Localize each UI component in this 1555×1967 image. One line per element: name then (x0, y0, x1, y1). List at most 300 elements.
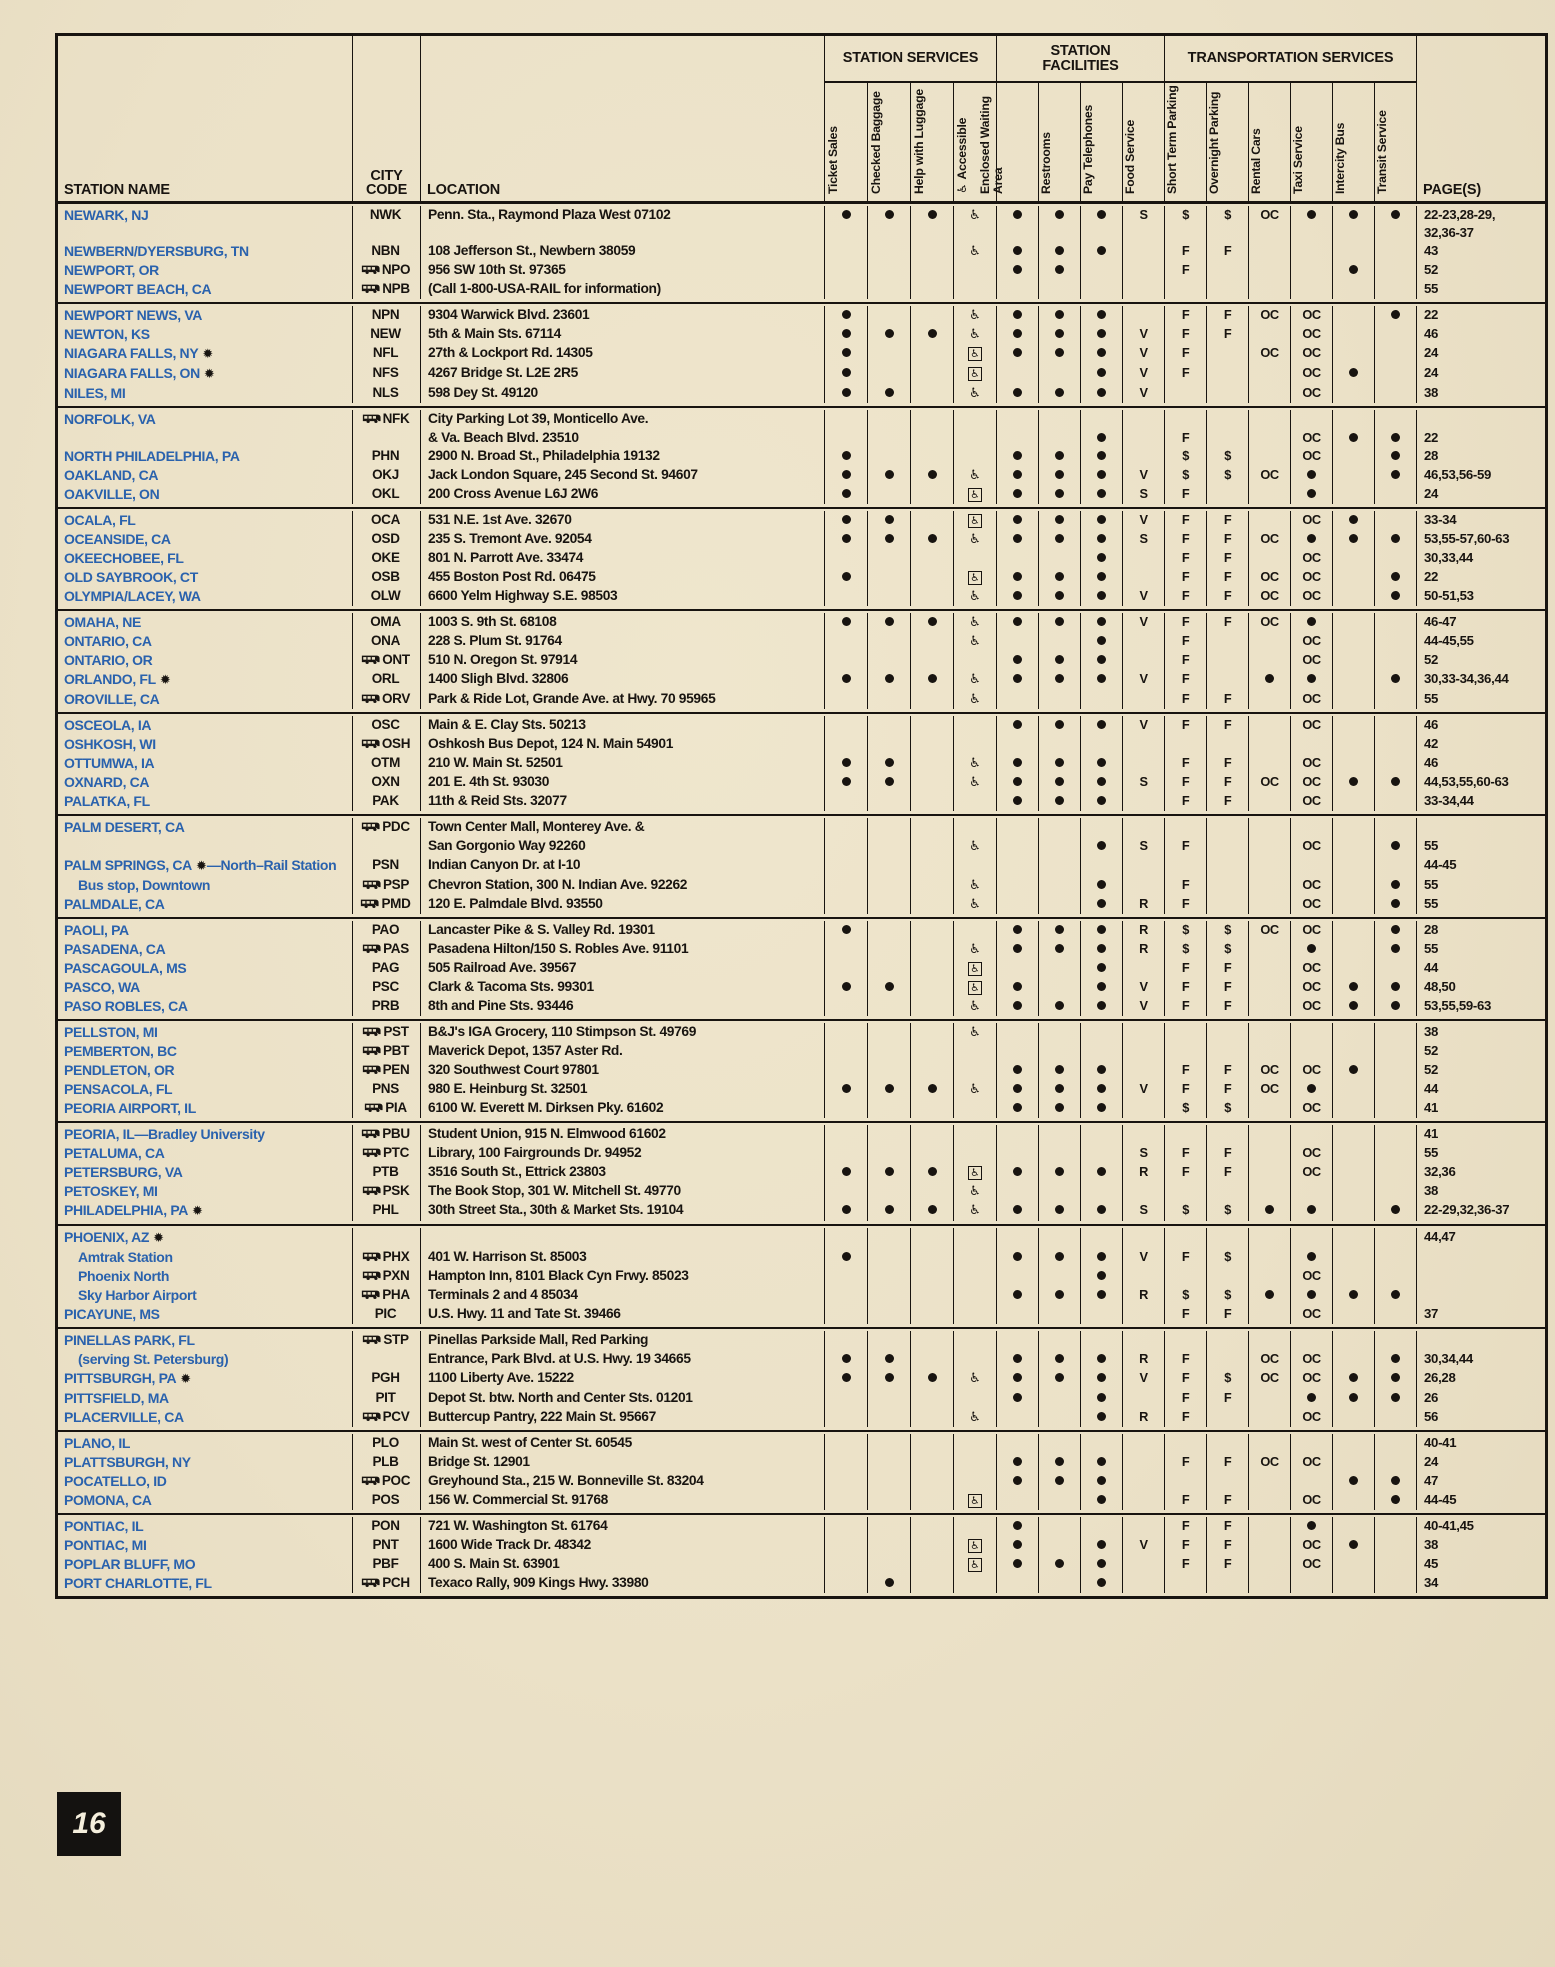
mark-letter: OC (1302, 896, 1321, 911)
station-name: OMAHA, NE (64, 614, 141, 630)
station-row (58, 940, 1545, 959)
mark-letter: V (1139, 671, 1148, 686)
station-row (58, 632, 1545, 651)
mark-cell (1291, 876, 1333, 895)
mark-letter: OC (1302, 1409, 1321, 1424)
service-dot-icon (842, 1354, 851, 1363)
mark-cell (1207, 1080, 1249, 1099)
pages-cell: 41 (1424, 1100, 1439, 1115)
mark-letter: $ (1182, 1202, 1189, 1217)
mark-cell (1123, 549, 1165, 568)
mark-cell (1333, 1350, 1375, 1369)
bus-icon (362, 1045, 381, 1056)
service-dot-icon (1097, 368, 1106, 377)
mark-cell (1165, 242, 1207, 261)
mark-cell (1123, 1305, 1165, 1324)
pages-cell: 55 (1424, 877, 1439, 892)
mark-cell (1249, 651, 1291, 670)
mark-cell (825, 466, 868, 485)
station-name: PALM SPRINGS, CA (64, 857, 192, 873)
station-name: PORT CHARLOTTE, FL (64, 1575, 212, 1591)
mark-cell (997, 735, 1039, 754)
pages-cell: 30,33,44 (1424, 550, 1473, 565)
service-dot-icon (1097, 1540, 1106, 1549)
mark-cell (1165, 306, 1207, 325)
city-code: NBN (371, 243, 400, 258)
location-cell: 1400 Sligh Blvd. 32806 (421, 670, 825, 690)
service-dot-icon (1307, 1084, 1316, 1093)
service-dot-icon (885, 1373, 894, 1382)
station-group (58, 714, 1545, 816)
mark-cell (1039, 1434, 1081, 1453)
station-row (58, 447, 1545, 466)
mark-cell (911, 876, 954, 895)
mark-letter: F (1181, 717, 1190, 732)
mark-letter: F (1181, 652, 1190, 667)
mark-cell (1249, 1389, 1291, 1408)
city-code-cell (353, 1023, 421, 1042)
service-dot-icon (1013, 591, 1022, 600)
mark-cell (1123, 997, 1165, 1016)
mark-cell (1123, 587, 1165, 606)
column-header-help-with-luggage (911, 83, 954, 201)
mark-cell (1039, 876, 1081, 895)
location-cell: Terminals 2 and 4 85034 (421, 1286, 825, 1305)
mark-cell (911, 1163, 954, 1182)
station-row (58, 1389, 1545, 1408)
mark-cell (1291, 1042, 1333, 1061)
bus-icon (362, 1064, 381, 1075)
city-code: OXN (371, 774, 400, 789)
city-code: PLB (372, 1454, 399, 1469)
mark-letter: V (1139, 1081, 1148, 1096)
mark-cell (1375, 1267, 1417, 1286)
mark-cell (1291, 1389, 1333, 1408)
mark-cell (1123, 716, 1165, 735)
station-name: PEORIA AIRPORT, IL (64, 1100, 196, 1116)
mark-letter: $ (1224, 448, 1231, 463)
service-dot-icon (1055, 1354, 1064, 1363)
column-header-label: Help with Luggage (911, 89, 926, 194)
service-dot-icon (1391, 674, 1400, 683)
pages-cell: 52 (1424, 1062, 1439, 1077)
mark-cell (1291, 792, 1333, 811)
location-cell: Greyhound Sta., 215 W. Bonneville St. 83204 (421, 1472, 825, 1491)
location-cell: 156 W. Commercial St. 91768 (421, 1491, 825, 1510)
station-row (58, 485, 1545, 504)
city-code: NWK (369, 207, 402, 222)
city-code: STP (383, 1332, 409, 1347)
station-name-cell (58, 959, 353, 978)
location-cell: Pasadena Hilton/150 S. Robles Ave. 91101 (421, 940, 825, 959)
station-row (58, 1472, 1545, 1491)
station-group (58, 1123, 1545, 1226)
mark-cell (1165, 1125, 1207, 1144)
station-row (58, 1099, 1545, 1118)
station-name-cell (58, 1182, 353, 1201)
mark-cell (1081, 959, 1123, 978)
service-dot-icon (842, 1167, 851, 1176)
city-code: OLW (370, 588, 401, 603)
city-code-cell (353, 1536, 421, 1555)
service-dot-icon (1097, 591, 1106, 600)
mark-cell (1123, 1369, 1165, 1389)
mark-cell (1123, 856, 1165, 876)
station-name-cell (58, 818, 353, 837)
mark-cell (1375, 1472, 1417, 1491)
city-code-cell (353, 1144, 421, 1163)
city-code-cell (353, 997, 421, 1016)
location-cell: 210 W. Main St. 52501 (421, 754, 825, 773)
mark-cell (1081, 1369, 1123, 1389)
bus-icon (361, 693, 380, 704)
station-name-cell (58, 1080, 353, 1099)
city-code-cell (353, 549, 421, 568)
band-station-facilities-label: STATION FACILITIES (1042, 42, 1119, 74)
service-dot-icon (1097, 925, 1106, 934)
mark-cell (911, 613, 954, 632)
mark-cell (1249, 1305, 1291, 1324)
station-name: PETERSBURG, VA (64, 1164, 183, 1180)
station-name-cell (58, 856, 353, 876)
mark-cell (911, 1248, 954, 1267)
mark-cell (1081, 1099, 1123, 1118)
mark-cell (868, 206, 911, 242)
location-cell: 228 S. Plum St. 91764 (421, 632, 825, 651)
city-code-cell (353, 1331, 421, 1350)
service-dot-icon (1097, 210, 1106, 219)
mark-letter: F (1223, 588, 1232, 603)
mark-cell (1165, 632, 1207, 651)
mark-letter: V (1139, 467, 1148, 482)
station-row (58, 1163, 1545, 1182)
mark-cell (1165, 1369, 1207, 1389)
mark-cell (1039, 306, 1081, 325)
pages-cell: 34 (1424, 1575, 1439, 1590)
station-row (58, 429, 1545, 447)
mark-cell (1291, 1163, 1333, 1182)
mark-cell (825, 1182, 868, 1201)
mark-cell (1249, 587, 1291, 606)
mark-cell (997, 716, 1039, 735)
mark-cell (1081, 384, 1123, 403)
mark-cell (825, 716, 868, 735)
mark-cell (954, 1517, 997, 1536)
mark-cell (1375, 1305, 1417, 1324)
mark-cell (825, 261, 868, 280)
mark-cell (1081, 325, 1123, 344)
service-dot-icon (1013, 1540, 1022, 1549)
mark-cell (954, 429, 997, 447)
pages-cell: 44 (1424, 1081, 1439, 1096)
mark-cell (1291, 921, 1333, 940)
station-row (58, 410, 1545, 429)
bus-icon (361, 1577, 380, 1588)
station-name-cell (58, 1248, 353, 1267)
mark-cell (1249, 206, 1291, 242)
mark-cell (868, 1491, 911, 1510)
mark-cell (997, 818, 1039, 837)
station-name-cell (58, 632, 353, 651)
mark-cell (1207, 587, 1249, 606)
mark-cell (1291, 530, 1333, 549)
mark-cell (911, 773, 954, 792)
mark-cell (1081, 511, 1123, 530)
mark-cell (997, 410, 1039, 429)
pages-cell: 37 (1424, 1306, 1439, 1321)
service-dot-icon (1013, 1373, 1022, 1382)
service-dot-icon (1097, 636, 1106, 645)
mark-letter: F (1223, 243, 1232, 258)
mark-cell (1333, 670, 1375, 690)
service-dot-icon (928, 617, 937, 626)
mark-cell (825, 280, 868, 299)
mark-cell (1081, 1042, 1123, 1061)
mark-letter: R (1139, 1164, 1148, 1179)
mark-cell (1291, 280, 1333, 299)
service-dot-icon (1391, 1001, 1400, 1010)
mark-letter: V (1139, 614, 1148, 629)
mark-cell (1081, 530, 1123, 549)
city-code-cell (353, 306, 421, 325)
band-transportation-services (1165, 36, 1417, 83)
location-cell: 30th Street Sta., 30th & Market Sts. 19104 (421, 1201, 825, 1221)
star-icon: ✹ (203, 367, 215, 382)
mark-cell (911, 940, 954, 959)
mark-cell (1333, 1331, 1375, 1350)
mark-cell (868, 773, 911, 792)
city-code-cell (353, 651, 421, 670)
service-dot-icon (1349, 534, 1358, 543)
mark-cell (1375, 1517, 1417, 1536)
location-header-cell (421, 83, 825, 201)
mark-cell (1375, 940, 1417, 959)
mark-cell (1039, 1305, 1081, 1324)
mark-cell (1081, 549, 1123, 568)
wheelchair-icon: ♿ (969, 878, 981, 893)
service-dot-icon (1055, 1373, 1064, 1382)
mark-cell (911, 632, 954, 651)
city-code-cell (353, 876, 421, 895)
location-cell: U.S. Hwy. 11 and Tate St. 39466 (421, 1305, 825, 1324)
city-code: ORL (371, 671, 400, 686)
pages-cell: 46-47 (1424, 614, 1457, 629)
mark-cell (911, 530, 954, 549)
mark-cell (868, 1144, 911, 1163)
location-cell: 11th & Reid Sts. 32077 (421, 792, 825, 811)
mark-cell (868, 587, 911, 606)
mark-cell (954, 1491, 997, 1510)
mark-cell (1333, 1228, 1375, 1248)
station-name: PITTSFIELD, MA (64, 1390, 169, 1406)
mark-cell (911, 1267, 954, 1286)
service-dot-icon (842, 451, 851, 460)
mark-cell (997, 325, 1039, 344)
mark-cell (954, 1555, 997, 1574)
wheelchair-boxed-icon: ♿ (970, 572, 980, 584)
service-dot-icon (842, 1205, 851, 1214)
mark-cell (1207, 837, 1249, 856)
station-name: OSHKOSH, WI (64, 736, 156, 752)
station-name: PALMDALE, CA (64, 896, 165, 912)
bus-icon (361, 1475, 380, 1486)
mark-cell (1375, 1182, 1417, 1201)
station-row (58, 1144, 1545, 1163)
service-dot-icon (1391, 1476, 1400, 1485)
mark-cell (1207, 306, 1249, 325)
mark-letter: F (1223, 717, 1232, 732)
city-code: PHN (371, 448, 400, 463)
mark-cell (1291, 1555, 1333, 1574)
mark-cell (997, 773, 1039, 792)
city-code: OSH (381, 736, 411, 751)
mark-cell (1123, 754, 1165, 773)
mark-letter: R (1139, 1287, 1148, 1302)
mark-cell (1375, 447, 1417, 466)
mark-cell (1123, 921, 1165, 940)
station-name-cell (58, 921, 353, 940)
mark-letter: R (1139, 1351, 1148, 1366)
service-dot-icon (1097, 655, 1106, 664)
mark-cell (997, 997, 1039, 1016)
service-dot-icon (1055, 265, 1064, 274)
mark-letter: F (1181, 1370, 1190, 1385)
mark-cell (825, 1286, 868, 1305)
station-name-suffix: —North–Rail Station (206, 857, 337, 873)
mark-cell (1291, 1517, 1333, 1536)
mark-cell (1291, 1099, 1333, 1118)
mark-cell (911, 1099, 954, 1118)
mark-cell (954, 1574, 997, 1593)
mark-cell (1207, 1331, 1249, 1350)
mark-cell (1123, 485, 1165, 504)
mark-cell (1123, 466, 1165, 485)
mark-cell (911, 895, 954, 914)
mark-cell (1207, 1228, 1249, 1248)
station-row (58, 978, 1545, 997)
band-station-services-label: STATION SERVICES (842, 50, 979, 66)
location-cell (421, 1228, 825, 1248)
pages-header-cell (1417, 83, 1542, 201)
city-code: PMD (381, 896, 411, 911)
mark-cell (911, 921, 954, 940)
mark-cell (1165, 1080, 1207, 1099)
mark-cell (825, 1163, 868, 1182)
wheelchair-icon: ♿ (969, 589, 981, 604)
mark-cell (997, 1408, 1039, 1427)
mark-cell (997, 1331, 1039, 1350)
city-code: PSK (382, 1183, 410, 1198)
mark-cell (997, 1305, 1039, 1324)
mark-cell (1291, 587, 1333, 606)
mark-cell (1375, 921, 1417, 940)
mark-letter: OC (1302, 448, 1321, 463)
mark-cell (868, 1023, 911, 1042)
mark-letter: V (1139, 1370, 1148, 1385)
mark-cell (868, 1350, 911, 1369)
mark-cell (1291, 1125, 1333, 1144)
service-dot-icon (1097, 1205, 1106, 1214)
mark-cell (868, 940, 911, 959)
mark-cell (1207, 206, 1249, 242)
mark-cell (1165, 997, 1207, 1016)
mark-letter: OC (1260, 1062, 1279, 1077)
mark-cell (1165, 1389, 1207, 1408)
mark-letter: OC (1302, 1100, 1321, 1115)
mark-cell (868, 1163, 911, 1182)
mark-cell (1081, 261, 1123, 280)
mark-cell (1249, 1182, 1291, 1201)
pages-cell: 40-41,45 (1424, 1518, 1474, 1533)
mark-cell (1207, 651, 1249, 670)
mark-cell (1249, 716, 1291, 735)
mark-cell (1165, 837, 1207, 856)
mark-cell (1039, 613, 1081, 632)
mark-cell (1375, 1163, 1417, 1182)
mark-letter: OC (1302, 1164, 1321, 1179)
city-code-cell (353, 242, 421, 261)
mark-cell (1165, 1555, 1207, 1574)
mark-letter: F (1181, 588, 1190, 603)
mark-cell (1123, 1491, 1165, 1510)
station-name: NEWARK, NJ (64, 207, 149, 223)
service-dot-icon (1097, 329, 1106, 338)
location-cell: Penn. Sta., Raymond Plaza West 07102 (421, 206, 825, 242)
mark-cell (997, 1574, 1039, 1593)
mark-letter: OC (1302, 755, 1321, 770)
mark-cell (1207, 690, 1249, 709)
mark-cell (954, 856, 997, 876)
station-row (58, 613, 1545, 632)
station-row (58, 530, 1545, 549)
station-name: PENDLETON, OR (64, 1062, 175, 1078)
mark-cell (1333, 206, 1375, 242)
mark-cell (1375, 997, 1417, 1016)
mark-cell (1207, 530, 1249, 549)
mark-cell (1291, 716, 1333, 735)
wheelchair-boxed-icon: ♿ (970, 515, 980, 527)
mark-cell (997, 1350, 1039, 1369)
mark-cell (1249, 447, 1291, 466)
station-row (58, 895, 1545, 914)
mark-cell (1123, 690, 1165, 709)
mark-cell (1081, 754, 1123, 773)
mark-cell (1039, 856, 1081, 876)
mark-cell (1291, 651, 1333, 670)
service-dot-icon (1013, 1559, 1022, 1568)
mark-cell (1249, 856, 1291, 876)
mark-cell (1039, 837, 1081, 856)
pages-cell: 44,47 (1424, 1229, 1456, 1244)
mark-cell (1249, 1023, 1291, 1042)
mark-cell (1081, 1350, 1123, 1369)
pages-cell: 22 (1424, 569, 1439, 584)
mark-cell (911, 1228, 954, 1248)
service-dot-icon (1097, 553, 1106, 562)
mark-cell (825, 568, 868, 587)
station-row (58, 1491, 1545, 1510)
city-code-cell (353, 1408, 421, 1427)
service-dot-icon (1097, 451, 1106, 460)
mark-cell (1039, 1453, 1081, 1472)
city-code-cell (353, 261, 421, 280)
mark-cell (911, 429, 954, 447)
mark-cell (1123, 325, 1165, 344)
city-code-cell (353, 1061, 421, 1080)
city-code-cell (353, 978, 421, 997)
pages-cell: 40-41 (1424, 1435, 1457, 1450)
service-dot-icon (1055, 617, 1064, 626)
